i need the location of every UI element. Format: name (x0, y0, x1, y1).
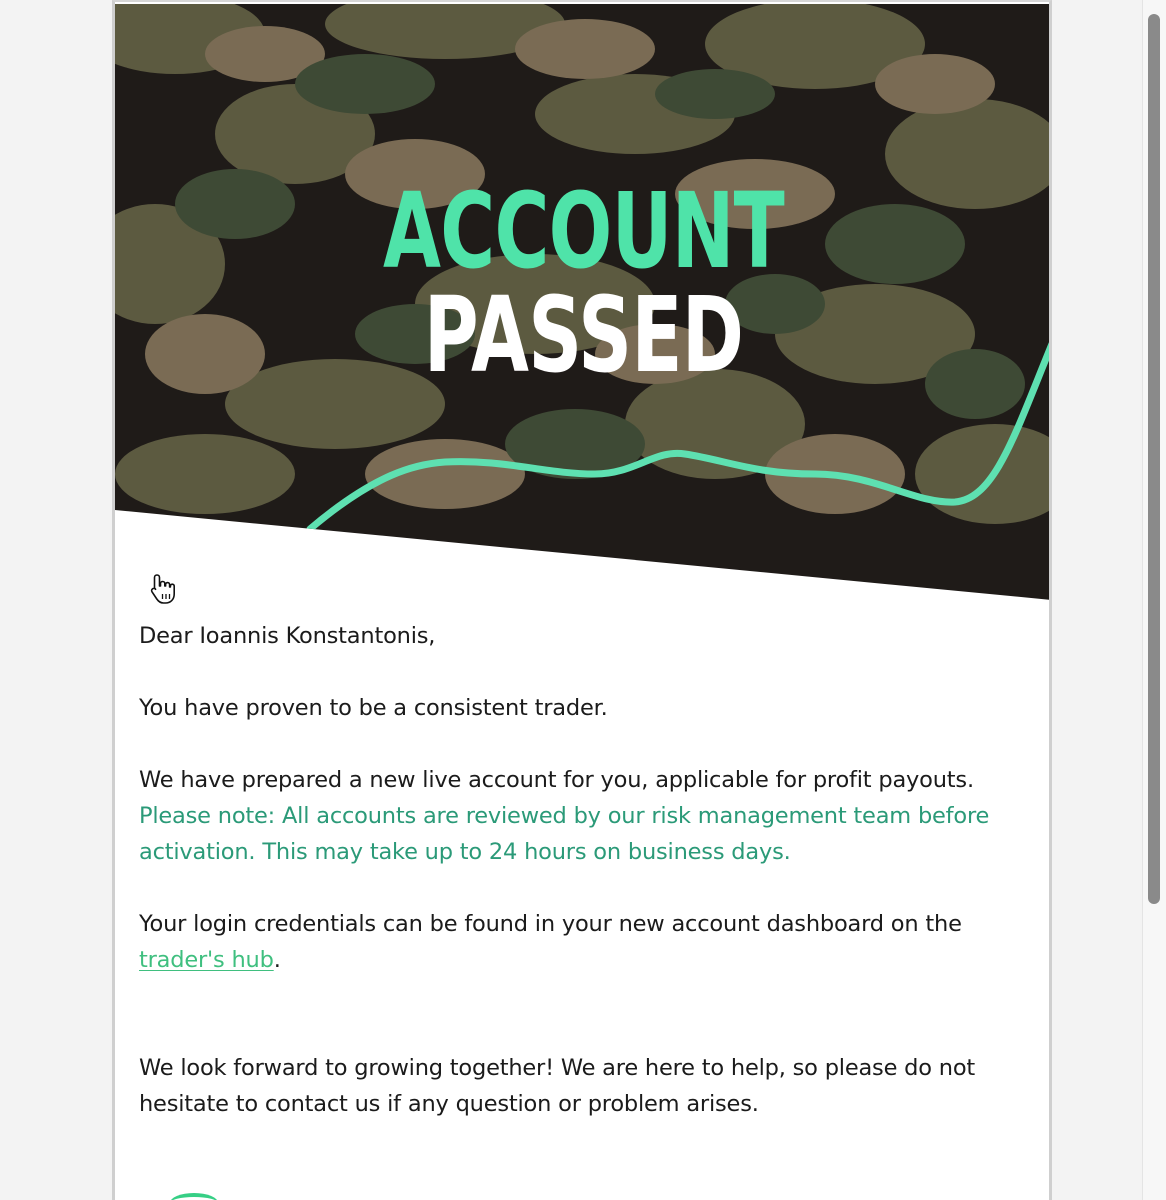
prepared-text: We have prepared a new live account for you, applicable for profit payouts. (139, 767, 974, 793)
traders-hub-link[interactable]: trader's hub (139, 947, 274, 973)
closing-text: We look forward to growing together! We are here to help, so please do not hesitate to contact us if any question or problem arises. (139, 1055, 976, 1117)
greeting-text: Dear Ioannis Konstantonis, (139, 623, 436, 649)
note-text: Please note: All accounts are reviewed by our risk management team before activation. This may take up to 24 hours on business days. (139, 803, 990, 865)
login-prefix-text: Your login credentials can be found in your new account dashboard on the (139, 911, 962, 937)
login-suffix-text: . (273, 947, 281, 973)
scrollbar-thumb[interactable] (1148, 14, 1160, 904)
hero-title-word-passed: PASSED (423, 274, 744, 396)
login-paragraph (139, 906, 1019, 978)
hero-title-word-account: ACCOUNT (382, 170, 785, 292)
hero-title (246, 170, 921, 396)
hand-pointer-icon (148, 572, 180, 606)
email-body (139, 618, 1019, 1122)
proven-text: You have proven to be a consistent trader. (139, 695, 608, 721)
hero-banner (115, 4, 1052, 602)
